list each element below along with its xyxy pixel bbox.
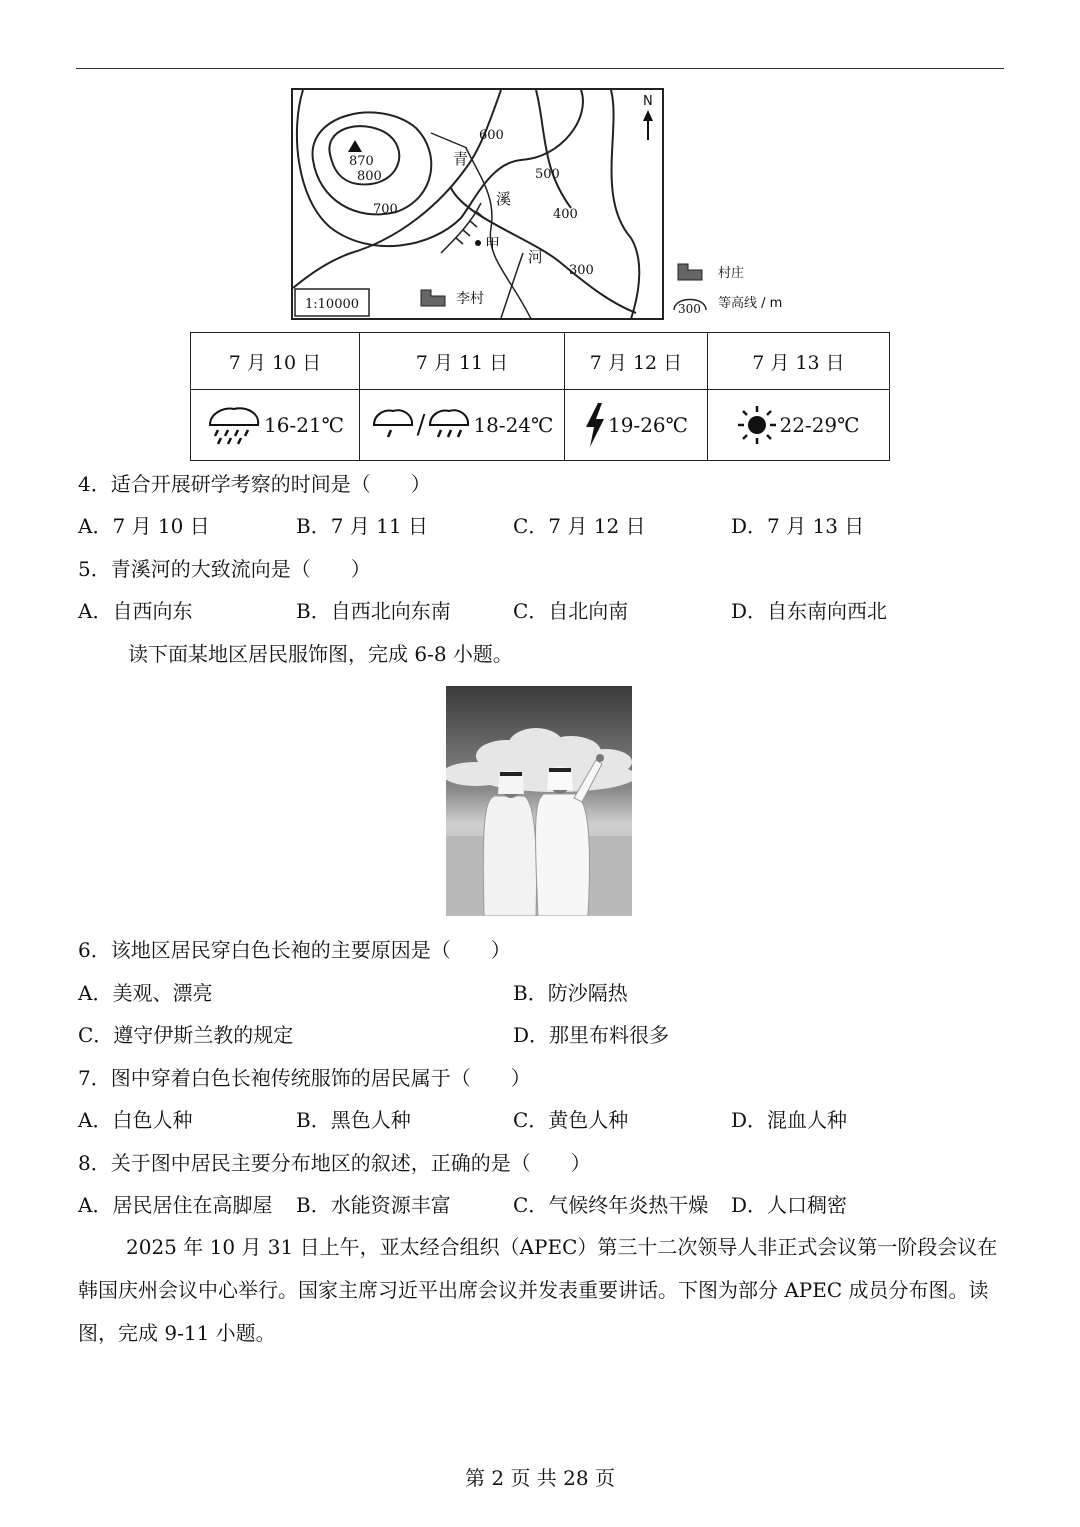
contour-map: [291, 88, 665, 322]
legend-village-label: 村庄: [718, 266, 745, 281]
north-label: N: [643, 94, 653, 109]
q8-option-c: C．气候终年炎热干燥: [513, 1193, 709, 1217]
date-cell: 7 月 13 日: [708, 333, 890, 390]
question-7-stem: 7．图中穿着白色长袍传统服饰的居民属于（ ）: [78, 1066, 531, 1090]
q7-option-a: A．白色人种: [78, 1108, 193, 1132]
question-8-stem: 8．关于图中居民主要分布地区的叙述，正确的是（ ）: [78, 1151, 591, 1175]
q5-option-d: D．自东南向西北: [731, 599, 888, 623]
slash-separator-icon: /: [416, 410, 426, 440]
date-cell: 7 月 11 日: [360, 333, 565, 390]
label-600: 600: [479, 128, 504, 143]
date-cell: 7 月 12 日: [565, 333, 708, 390]
q8-option-b: B．水能资源丰富: [296, 1193, 451, 1217]
thunderstorm-icon: [584, 403, 606, 447]
label-500: 500: [535, 167, 560, 182]
q6-option-a: A．美观、漂亮: [78, 981, 213, 1005]
label-800: 800: [357, 169, 382, 184]
label-700: 700: [373, 202, 398, 217]
river-char-xi: 溪: [496, 190, 512, 208]
river-char-he: 河: [528, 248, 544, 266]
heavy-rain-icon: [206, 405, 262, 445]
q6-option-c: C．遵守伊斯兰教的规定: [78, 1023, 294, 1047]
temp-range: 22-29℃: [779, 413, 860, 437]
weather-cell: [191, 390, 360, 461]
label-870: 870: [349, 154, 374, 169]
q4-option-b: B．7 月 11 日: [296, 514, 428, 538]
point-jia: [475, 240, 481, 246]
question-5-stem: 5．青溪河的大致流向是（ ）: [78, 557, 371, 581]
q5-option-c: C．自北向南: [513, 599, 629, 623]
q4-option-c: C．7 月 12 日: [513, 514, 646, 538]
question-6-stem: 6．该地区居民穿白色长袍的主要原因是（ ）: [78, 938, 511, 962]
q7-option-d: D．混血人种: [731, 1108, 848, 1132]
river-char-qing: 青: [453, 150, 469, 168]
q6-option-d: D．那里布料很多: [513, 1023, 670, 1047]
light-rain-icon: [371, 407, 415, 443]
page-footer: 第 2 页 共 28 页: [465, 1466, 615, 1490]
intro-6-8: 读下面某地区居民服饰图，完成 6-8 小题。: [128, 642, 513, 666]
weather-cell: [708, 390, 890, 461]
q5-option-b: B．自西北向东南: [296, 599, 451, 623]
date-cell: 7 月 10 日: [191, 333, 360, 390]
village-label: 李村: [456, 291, 484, 307]
moderate-rain-icon: [427, 407, 471, 443]
point-label-jia: 甲: [485, 235, 501, 253]
residents-clothing-photo: [446, 686, 632, 916]
temp-range: 18-24℃: [473, 413, 554, 437]
sunny-icon: [737, 405, 777, 445]
legend-contour-sample: 300: [678, 302, 701, 316]
q4-option-a: A．7 月 10 日: [78, 514, 210, 538]
question-4-stem: 4．适合开展研学考察的时间是（ ）: [78, 472, 431, 496]
q6-option-b: B．防沙隔热: [513, 981, 628, 1005]
legend-village-icon: [678, 264, 702, 280]
header-rule: [76, 68, 1004, 69]
intro-9-11: 2025 年 10 月 31 日上午，亚太经合组织（APEC）第三十二次领导人非正式会议第一阶段会议在韩国庆州会议中心举行。国家主席习近平出席会议并发表重要讲话。下图为部分 APEC 成员分布图。读图，完成 9-11 小题。: [78, 1235, 998, 1345]
temp-range: 19-26℃: [607, 413, 689, 437]
temp-range: 16-21℃: [263, 413, 345, 437]
q8-option-a: A．居民居住在高脚屋: [78, 1193, 273, 1217]
scale-label: 1:10000: [305, 297, 360, 312]
q7-option-c: C．黄色人种: [513, 1108, 629, 1132]
label-300: 300: [569, 263, 594, 278]
legend-contour-label: 等高线 / m: [718, 296, 783, 311]
q4-option-d: D．7 月 13 日: [731, 514, 865, 538]
label-400: 400: [553, 207, 578, 222]
weather-cell: [360, 390, 565, 461]
q5-option-a: A．自西向东: [78, 599, 193, 623]
q7-option-b: B．黑色人种: [296, 1108, 411, 1132]
weather-table: [190, 332, 890, 461]
map-legend: [672, 258, 802, 320]
weather-cell: [565, 390, 708, 461]
q8-option-d: D．人口稠密: [731, 1193, 848, 1217]
